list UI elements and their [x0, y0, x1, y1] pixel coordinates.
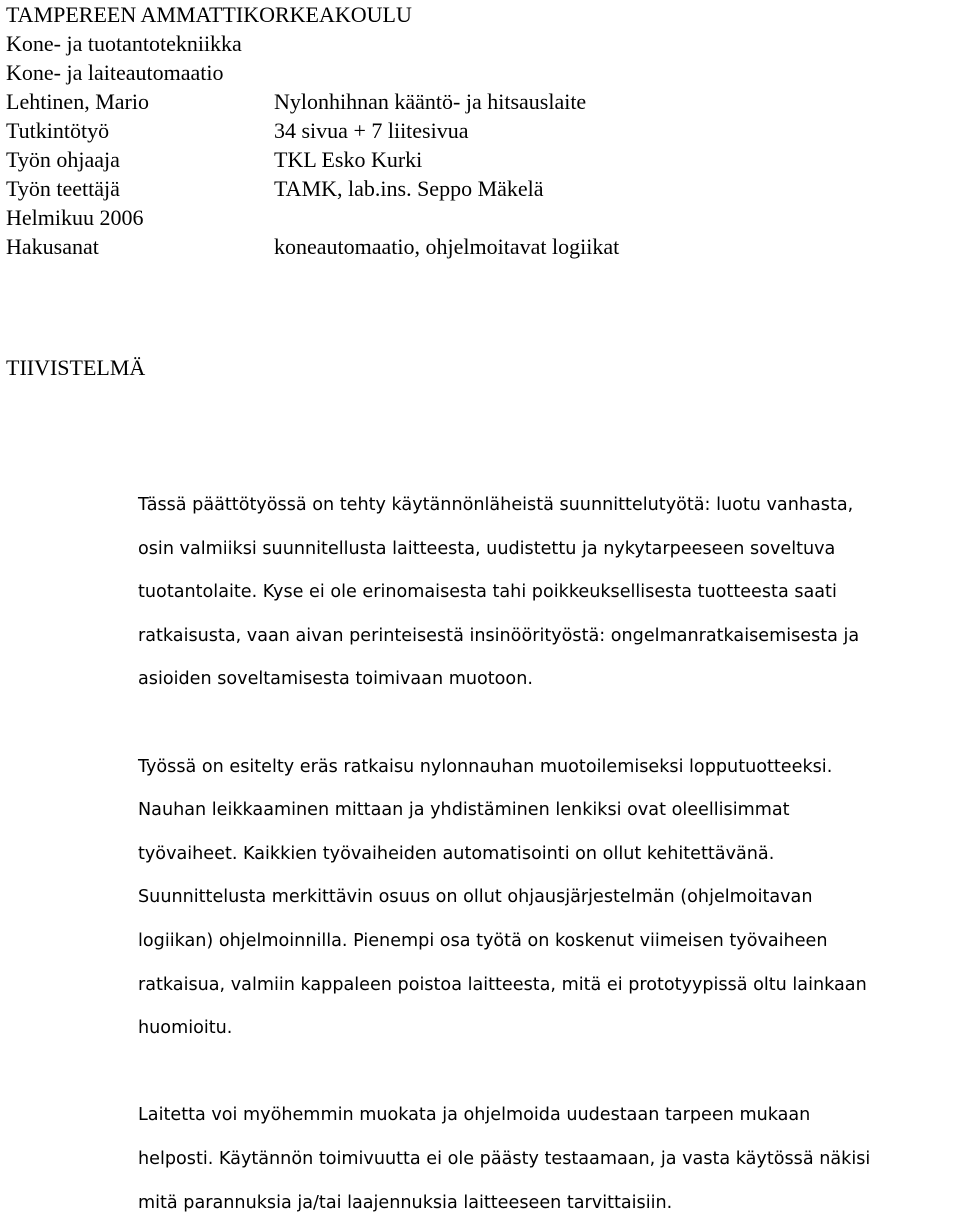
paragraph-gap	[138, 702, 960, 746]
meta-value: TKL Esko Kurki	[274, 145, 422, 174]
paragraph-line: ratkaisua, valmiin kappaleen poistoa laitteesta, mitä ei prototyypissä oltu lainkaan	[138, 964, 960, 1008]
meta-value: TAMK, lab.ins. Seppo Mäkelä	[274, 174, 544, 203]
paragraph-line: mitä parannuksia ja/tai laajennuksia laitteeseen tarvittaisiin.	[138, 1182, 960, 1225]
meta-row-author	[6, 87, 619, 116]
abstract-body	[138, 484, 960, 1225]
paragraph-line: logiikan) ohjelmoinnilla. Pienempi osa työtä on koskenut viimeisen työvaiheen	[138, 920, 960, 964]
paragraph-line: työvaiheet. Kaikkien työvaiheiden automatisointi on ollut kehitettävänä.	[138, 833, 960, 877]
meta-row-date	[6, 203, 619, 232]
paragraph-line: Laitetta voi myöhemmin muokata ja ohjelmoida uudestaan tarpeen mukaan	[138, 1094, 960, 1138]
meta-label: Työn ohjaaja	[6, 145, 274, 174]
paragraph-line: ratkaisusta, vaan aivan perinteisestä insinöörityöstä: ongelmanratkaisemisesta ja	[138, 615, 960, 659]
document-metadata	[6, 0, 619, 261]
paragraph	[138, 1094, 960, 1225]
meta-label: Hakusanat	[6, 232, 274, 261]
meta-label: Helmikuu 2006	[6, 203, 274, 232]
paragraph-line: Suunnittelusta merkittävin osuus on ollut ohjausjärjestelmän (ohjelmoitavan	[138, 876, 960, 920]
meta-row-thesis-type	[6, 116, 619, 145]
department-name: Kone- ja tuotantotekniikka	[6, 29, 619, 58]
paragraph-line: Työssä on esitelty eräs ratkaisu nylonnauhan muotoilemiseksi lopputuotteeksi.	[138, 746, 960, 790]
meta-value: 34 sivua + 7 liitesivua	[274, 116, 469, 145]
meta-row-supervisor	[6, 145, 619, 174]
program-name: Kone- ja laiteautomaatio	[6, 58, 619, 87]
paragraph-line: asioiden soveltamisesta toimivaan muotoon.	[138, 658, 960, 702]
meta-value: koneautomaatio, ohjelmoitavat logiikat	[274, 232, 619, 261]
meta-value: Nylonhihnan kääntö- ja hitsauslaite	[274, 87, 586, 116]
paragraph	[138, 746, 960, 1051]
institution-name: TAMPEREEN AMMATTIKORKEAKOULU	[6, 0, 619, 29]
paragraph-line: Nauhan leikkaaminen mittaan ja yhdistäminen lenkiksi ovat oleellisimmat	[138, 789, 960, 833]
meta-row-keywords	[6, 232, 619, 261]
paragraph-line: osin valmiiksi suunnitellusta laitteesta, uudistettu ja nykytarpeeseen soveltuva	[138, 528, 960, 572]
paragraph-line: tuotantolaite. Kyse ei ole erinomaisesta tahi poikkeuksellisesta tuotteesta saati	[138, 571, 960, 615]
abstract-heading: TIIVISTELMÄ	[6, 353, 145, 382]
meta-row-commissioner	[6, 174, 619, 203]
paragraph-line: huomioitu.	[138, 1007, 960, 1051]
paragraph-line: Tässä päättötyössä on tehty käytännönläheistä suunnittelutyötä: luotu vanhasta,	[138, 484, 960, 528]
paragraph	[138, 484, 960, 702]
meta-label: Tutkintötyö	[6, 116, 274, 145]
paragraph-line: helposti. Käytännön toimivuutta ei ole päästy testaamaan, ja vasta käytössä näkisi	[138, 1138, 960, 1182]
paragraph-gap	[138, 1051, 960, 1095]
meta-label: Lehtinen, Mario	[6, 87, 274, 116]
meta-label: Työn teettäjä	[6, 174, 274, 203]
